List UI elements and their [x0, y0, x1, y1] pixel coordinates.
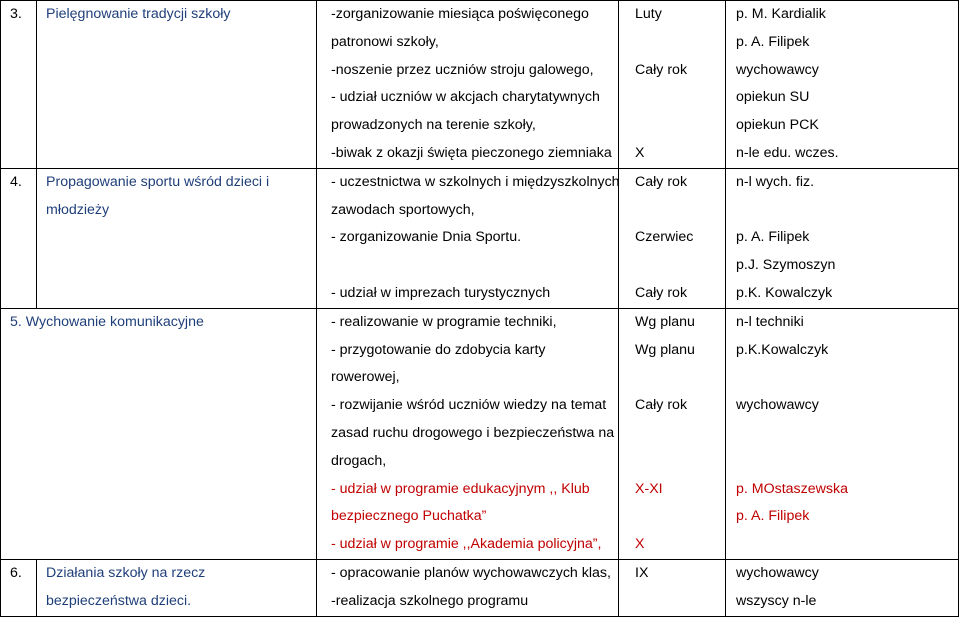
term-line: [619, 420, 725, 448]
responsible-line: wychowawcy: [736, 564, 819, 581]
responsible-line: p. A. Filipek: [736, 229, 810, 246]
responsible-line: [726, 448, 958, 476]
term-line: Czerwiec: [635, 229, 694, 246]
area-title-line: bezpieczeństwa dzieci.: [46, 592, 192, 609]
term-line: IX: [635, 564, 649, 581]
row-number-cell: [1, 559, 37, 616]
term-line: Cały rok: [635, 173, 688, 190]
term-line: [619, 364, 725, 392]
term-line: [619, 197, 725, 225]
responsible-cell: [726, 559, 959, 616]
term-line: [619, 84, 725, 112]
responsible-line: p.K.Kowalczyk: [736, 341, 829, 358]
term-cell: [619, 1, 726, 169]
task-line: - udział w programie ,,Akademia policyjna”,: [331, 536, 602, 553]
responsible-line: wszyscy n-le: [736, 592, 817, 609]
row-number: 4.: [10, 173, 22, 190]
term-line: [619, 448, 725, 476]
table-row: [1, 308, 959, 559]
term-line: [619, 112, 725, 140]
task-line: - rozwijanie wśród uczniów wiedzy na temat: [331, 397, 607, 414]
task-line: -realizacja szkolnego programu: [331, 592, 529, 609]
tasks-cell: [317, 1, 619, 169]
task-line: bezpiecznego Puchatka”: [331, 508, 487, 525]
responsible-line: [726, 197, 958, 225]
task-line: - udział w imprezach turystycznych: [331, 284, 551, 301]
term-line: Cały rok: [635, 284, 688, 301]
responsible-line: [726, 364, 958, 392]
term-line: Wg planu: [635, 313, 695, 330]
responsible-line: p. M. Kardialik: [736, 6, 826, 22]
area-cell: [37, 168, 317, 308]
task-line: patronowi szkoły,: [331, 33, 439, 50]
task-line: - uczestnictwa w szkolnych i międzyszkolnych: [331, 173, 620, 190]
area-cell-merged: [1, 308, 317, 559]
responsible-line: opiekun SU: [736, 89, 810, 106]
term-line: Cały rok: [635, 397, 688, 414]
responsible-line: [726, 420, 958, 448]
area-title-line: Pielęgnowanie tradycji szkoły: [46, 6, 231, 22]
term-line: [619, 588, 725, 616]
term-line: X: [635, 144, 645, 161]
area-cell: [37, 1, 317, 169]
task-line: -biwak z okazji święta pieczonego ziemniaka: [331, 144, 612, 161]
row-number: 6.: [10, 564, 22, 581]
area-title-line: młodzieży: [46, 201, 110, 218]
responsible-line: p.K. Kowalczyk: [736, 284, 833, 301]
task-line: - udział uczniów w akcjach charytatywnych: [331, 89, 600, 106]
task-line: [317, 252, 618, 280]
tasks-cell: [317, 168, 619, 308]
responsible-line: [726, 531, 958, 559]
task-line: zawodach sportowych,: [331, 201, 475, 218]
task-line: - zorganizowanie Dnia Sportu.: [331, 229, 522, 246]
responsible-line: n-l wych. fiz.: [736, 173, 815, 190]
responsible-line: p. A. Filipek: [736, 508, 810, 525]
responsible-line: p.J. Szymoszyn: [736, 257, 836, 274]
responsible-line: n-le edu. wczes.: [736, 144, 839, 161]
term-cell: [619, 559, 726, 616]
task-line: - realizowanie w programie techniki,: [331, 313, 557, 330]
table-row: [1, 1, 959, 169]
term-cell: [619, 168, 726, 308]
responsible-line: wychowawcy: [736, 61, 819, 78]
term-line: [619, 503, 725, 531]
row-number-cell: [1, 1, 37, 169]
task-line: - opracowanie planów wychowawczych klas,: [331, 564, 611, 581]
responsible-line: n-l techniki: [736, 313, 804, 330]
task-line: prowadzonych na terenie szkoły,: [331, 117, 536, 134]
table-row: [1, 559, 959, 616]
responsible-line: p. A. Filipek: [736, 33, 810, 50]
term-line: [619, 252, 725, 280]
task-line: - przygotowanie do zdobycia karty: [331, 341, 546, 358]
task-line: zasad ruchu drogowego i bezpieczeństwa na: [331, 424, 615, 441]
responsible-cell: [726, 168, 959, 308]
responsible-line: wychowawcy: [736, 397, 819, 414]
term-line: X-XI: [635, 480, 663, 497]
term-line: [619, 29, 725, 57]
term-line: Luty: [635, 6, 662, 22]
term-line: Cały rok: [635, 61, 688, 78]
tasks-cell: [317, 308, 619, 559]
tasks-cell: [317, 559, 619, 616]
area-title-line: 5. Wychowanie komunikacyjne: [10, 313, 204, 330]
term-cell: [619, 308, 726, 559]
task-line: drogach,: [331, 452, 387, 469]
row-number-cell: [1, 168, 37, 308]
task-line: - udział w programie edukacyjnym ,, Klub: [331, 480, 590, 497]
responsible-cell: [726, 308, 959, 559]
area-title-line: Działania szkoły na rzecz: [46, 564, 206, 581]
table-row: [1, 168, 959, 308]
term-line: Wg planu: [635, 341, 695, 358]
row-number: 3.: [10, 6, 22, 22]
area-cell: [37, 559, 317, 616]
responsible-line: p. MOstaszewska: [736, 480, 848, 497]
term-line: X: [635, 536, 645, 553]
area-title-line: Propagowanie sportu wśród dzieci i: [46, 173, 270, 190]
responsible-cell: [726, 1, 959, 169]
task-line: -noszenie przez uczniów stroju galowego,: [331, 61, 594, 78]
task-line: -zorganizowanie miesiąca poświęconego: [331, 6, 589, 22]
responsible-line: opiekun PCK: [736, 117, 819, 134]
task-line: rowerowej,: [331, 369, 400, 386]
